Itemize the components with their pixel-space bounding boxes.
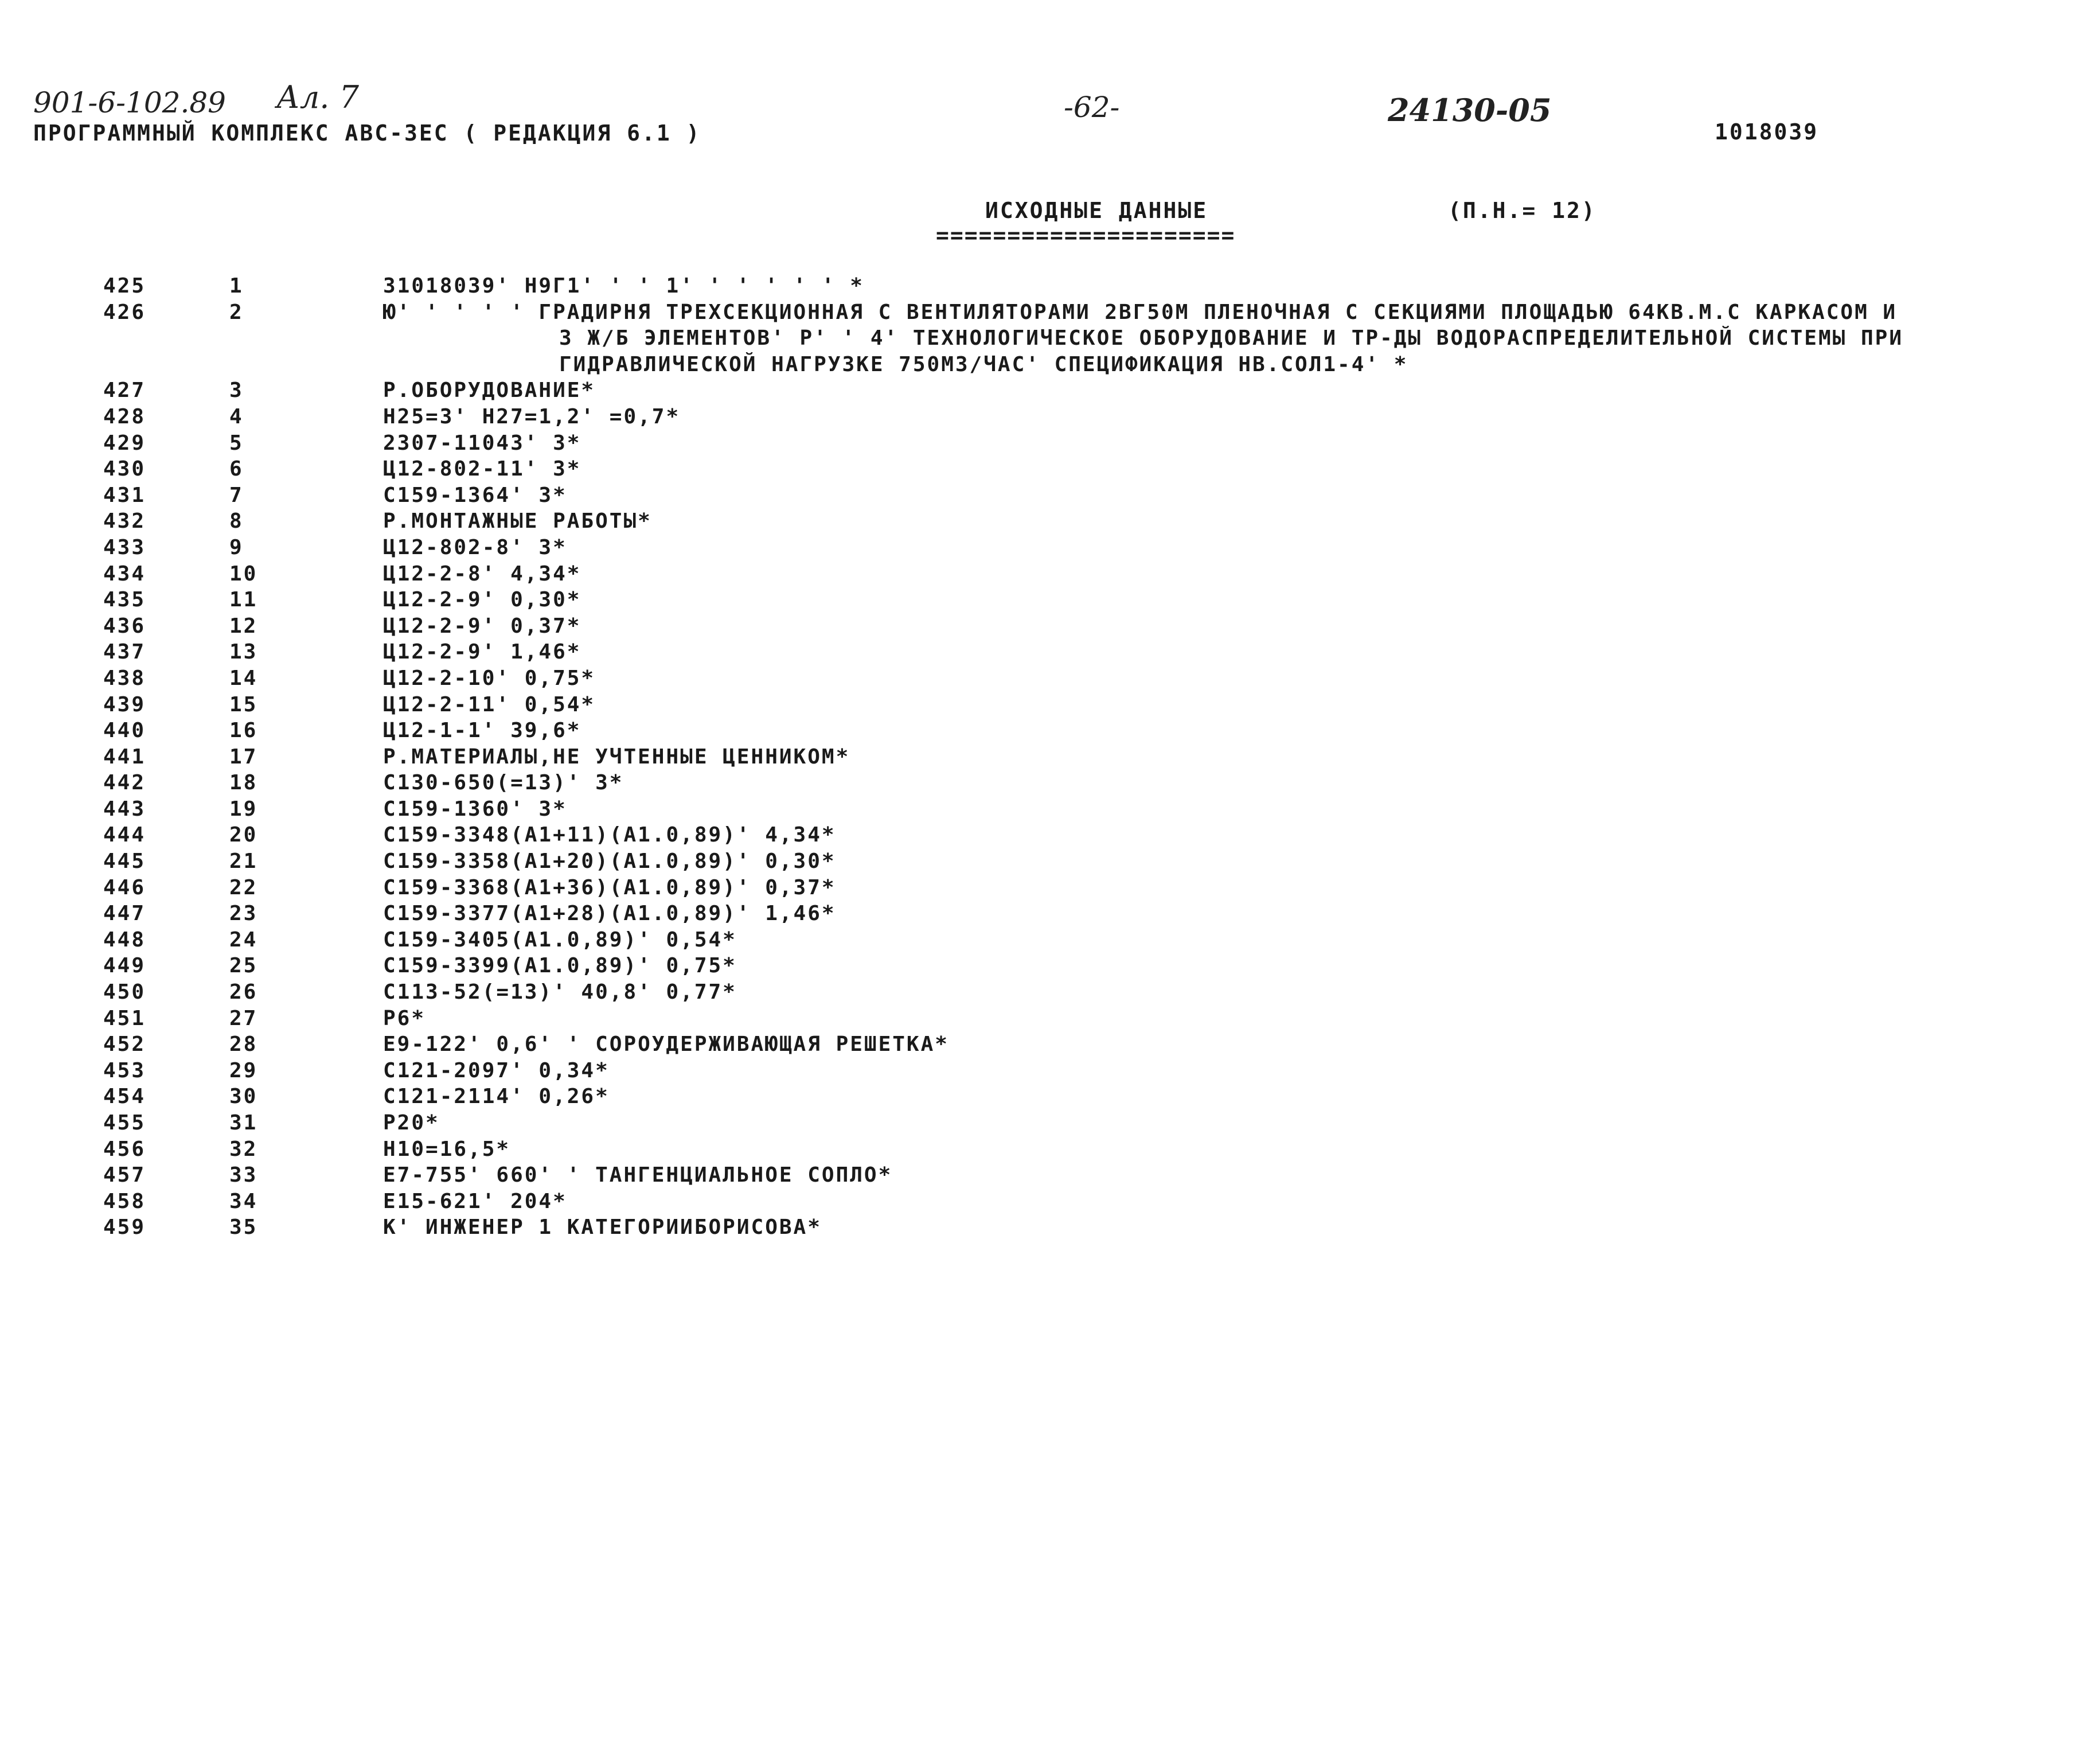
section-underline: ===================== [936, 223, 1236, 248]
line-number: 453 [103, 1058, 146, 1082]
line-number: 431 [103, 483, 146, 507]
sequence-number: 33 [229, 1163, 258, 1187]
listing-row [0, 1190, 2100, 1216]
listing-row [0, 850, 2100, 876]
page-number: -62- [1064, 91, 1120, 124]
listing-row [0, 1111, 2100, 1137]
row-text: С159-3368(А1+36)(А1.0,89)' 0,37* [383, 875, 836, 899]
row-text: Ц12-2-9' 1,46* [383, 640, 581, 664]
listing-continuation-row [0, 353, 2100, 379]
line-number: 433 [103, 535, 146, 559]
row-text: С159-3377(А1+28)(А1.0,89)' 1,46* [383, 902, 836, 926]
line-number: 449 [103, 954, 146, 978]
row-text: Ц12-2-8' 4,34* [383, 562, 581, 586]
line-number: 442 [103, 771, 146, 795]
row-text: Ю' ' ' ' ' ГРАДИРНЯ ТРЕХСЕКЦИОННАЯ С ВЕНТИЛЯТОРАМИ 2ВГ50М ПЛЕНОЧНАЯ С СЕКЦИЯМИ ПЛОЩАДЬЮ 64КВ.М.С КАРКАСОМ И [383, 300, 1898, 324]
line-number: 435 [103, 588, 146, 612]
row-text: С159-3399(А1.0,89)' 0,75* [383, 954, 737, 978]
line-number: 456 [103, 1137, 146, 1161]
listing-row [0, 274, 2100, 301]
row-text: 2307-11043' 3* [383, 431, 581, 455]
sequence-number: 35 [229, 1215, 258, 1240]
row-text: Р.ОБОРУДОВАНИЕ* [383, 379, 596, 403]
line-number: 443 [103, 797, 146, 821]
listing-row [0, 928, 2100, 954]
continuation-text: ГИДРАВЛИЧЕСКОЙ НАГРУЗКЕ 750М3/ЧАС' СПЕЦИФИКАЦИЯ НВ.СОЛ1-4' * [559, 352, 1408, 376]
line-number: 434 [103, 562, 146, 586]
row-text: Н10=16,5* [383, 1137, 511, 1161]
sequence-number: 21 [229, 850, 258, 874]
row-text: С159-1364' 3* [383, 483, 567, 507]
sequence-number: 9 [229, 535, 244, 559]
sequence-number: 11 [229, 588, 258, 612]
row-text: Ц12-2-10' 0,75* [383, 666, 596, 690]
sequence-number: 7 [229, 483, 244, 507]
sequence-number: 17 [229, 745, 258, 769]
listing-row [0, 1007, 2100, 1033]
document-id: 1018039 [1715, 119, 1819, 145]
line-number: 426 [103, 300, 146, 324]
sequence-number: 29 [229, 1058, 258, 1082]
sequence-number: 18 [229, 771, 258, 795]
handwritten-sheet-number: Ал. 7 [276, 79, 359, 115]
row-text: С159-3358(А1+20)(А1.0,89)' 0,30* [383, 850, 836, 874]
listing-row [0, 1085, 2100, 1111]
section-title: ИСХОДНЫЕ ДАННЫЕ [985, 198, 1208, 223]
listing-row [0, 562, 2100, 589]
listing-row [0, 902, 2100, 928]
line-number: 459 [103, 1215, 146, 1240]
listing-row [0, 614, 2100, 641]
line-number: 429 [103, 431, 146, 455]
line-number: 427 [103, 379, 146, 403]
listing-row [0, 771, 2100, 797]
data-listing [0, 274, 2100, 1242]
row-text: Ц12-2-9' 0,30* [383, 588, 581, 612]
row-text: С159-3348(А1+11)(А1.0,89)' 4,34* [383, 823, 836, 847]
line-number: 444 [103, 823, 146, 847]
listing-row [0, 484, 2100, 510]
line-number: 455 [103, 1111, 146, 1135]
listing-row [0, 379, 2100, 405]
line-number: 451 [103, 1006, 146, 1030]
project-number: 24130-05 [1388, 92, 1552, 128]
line-number: 457 [103, 1163, 146, 1187]
row-text: Ц12-2-9' 0,37* [383, 614, 581, 638]
sequence-number: 10 [229, 562, 258, 586]
listing-row [0, 954, 2100, 980]
sequence-number: 4 [229, 404, 244, 428]
line-number: 445 [103, 850, 146, 874]
line-number: 446 [103, 875, 146, 899]
sequence-number: 22 [229, 875, 258, 899]
sequence-number: 28 [229, 1033, 258, 1057]
row-text: С159-1360' 3* [383, 797, 567, 821]
listing-row [0, 980, 2100, 1007]
line-number: 438 [103, 666, 146, 690]
row-text: Р.МОНТАЖНЫЕ РАБОТЫ* [383, 509, 652, 533]
sequence-number: 14 [229, 666, 258, 690]
row-text: Р20* [383, 1111, 440, 1135]
row-text: Ц12-2-11' 0,54* [383, 692, 596, 716]
row-text: Е9-122' 0,6' ' СОРОУДЕРЖИВАЮЩАЯ РЕШЕТКА* [383, 1033, 949, 1057]
row-text: Р.МАТЕРИАЛЫ,НЕ УЧТЕННЫЕ ЦЕННИКОМ* [383, 745, 850, 769]
listing-row [0, 457, 2100, 484]
listing-row [0, 1033, 2100, 1059]
listing-row [0, 1059, 2100, 1085]
line-number: 437 [103, 640, 146, 664]
sequence-number: 34 [229, 1189, 258, 1213]
listing-row [0, 588, 2100, 614]
row-text: К' ИНЖЕНЕР 1 КАТЕГОРИИБОРИСОВА* [383, 1215, 822, 1240]
listing-row [0, 719, 2100, 745]
line-number: 454 [103, 1085, 146, 1109]
line-number: 448 [103, 928, 146, 952]
sequence-number: 16 [229, 719, 258, 743]
listing-row [0, 797, 2100, 824]
sequence-number: 8 [229, 509, 244, 533]
sequence-number: 20 [229, 823, 258, 847]
line-number: 425 [103, 274, 146, 298]
sequence-number: 32 [229, 1137, 258, 1161]
handwritten-code: 901-6-102.89 [33, 86, 226, 119]
sequence-number: 19 [229, 797, 258, 821]
row-text: С121-2114' 0,26* [383, 1085, 610, 1109]
sequence-number: 15 [229, 692, 258, 716]
line-number: 430 [103, 457, 146, 481]
sequence-number: 3 [229, 379, 244, 403]
sequence-number: 25 [229, 954, 258, 978]
sequence-number: 30 [229, 1085, 258, 1109]
program-title: ПРОГРАММНЫЙ КОМПЛЕКС АВС-3ЕС ( РЕДАКЦИЯ 6.1 ) [33, 120, 701, 146]
sequence-number: 27 [229, 1006, 258, 1030]
listing-continuation-row [0, 326, 2100, 353]
row-text: С130-650(=13)' 3* [383, 771, 624, 795]
listing-row [0, 405, 2100, 431]
listing-row [0, 509, 2100, 536]
row-text: Ц12-802-11' 3* [383, 457, 581, 481]
sequence-number: 24 [229, 928, 258, 952]
sequence-number: 12 [229, 614, 258, 638]
row-text: Р6* [383, 1006, 426, 1030]
line-number: 439 [103, 692, 146, 716]
row-text: С159-3405(А1.0,89)' 0,54* [383, 928, 737, 952]
listing-row [0, 640, 2100, 667]
line-number: 447 [103, 902, 146, 926]
row-text: Н25=3' Н27=1,2' =0,7* [383, 404, 681, 428]
sequence-number: 1 [229, 274, 244, 298]
sequence-number: 6 [229, 457, 244, 481]
listing-row [0, 745, 2100, 772]
sequence-number: 26 [229, 980, 258, 1004]
line-number: 450 [103, 980, 146, 1004]
sequence-number: 23 [229, 902, 258, 926]
sequence-number: 5 [229, 431, 244, 455]
line-number: 441 [103, 745, 146, 769]
row-text: 31018039' Н9Г1' ' ' 1' ' ' ' ' ' * [383, 274, 864, 298]
listing-row [0, 431, 2100, 458]
sequence-number: 2 [229, 300, 244, 324]
row-text: С121-2097' 0,34* [383, 1058, 610, 1082]
listing-row [0, 1137, 2100, 1164]
line-number: 440 [103, 719, 146, 743]
sequence-number: 13 [229, 640, 258, 664]
row-text: Ц12-1-1' 39,6* [383, 719, 581, 743]
listing-row [0, 693, 2100, 719]
listing-row [0, 823, 2100, 850]
row-text: Е15-621' 204* [383, 1189, 567, 1213]
listing-row [0, 667, 2100, 693]
row-text: Е7-755' 660' ' ТАНГЕНЦИАЛЬНОЕ СОПЛО* [383, 1163, 893, 1187]
line-number: 428 [103, 404, 146, 428]
listing-row [0, 1215, 2100, 1242]
line-number: 458 [103, 1189, 146, 1213]
page-reference: (П.Н.= 12) [1448, 198, 1597, 223]
listing-row [0, 536, 2100, 562]
line-number: 452 [103, 1033, 146, 1057]
continuation-text: 3 Ж/Б ЭЛЕМЕНТОВ' Р' ' 4' ТЕХНОЛОГИЧЕСКОЕ ОБОРУДОВАНИЕ И ТР-ДЫ ВОДОРАСПРЕДЕЛИТЕЛЬНОЙ СИСТЕМЫ ПРИ [559, 326, 1904, 350]
row-text: Ц12-802-8' 3* [383, 535, 567, 559]
listing-row [0, 1163, 2100, 1190]
listing-row [0, 301, 2100, 327]
line-number: 432 [103, 509, 146, 533]
row-text: С113-52(=13)' 40,8' 0,77* [383, 980, 737, 1004]
line-number: 436 [103, 614, 146, 638]
sequence-number: 31 [229, 1111, 258, 1135]
listing-row [0, 876, 2100, 902]
